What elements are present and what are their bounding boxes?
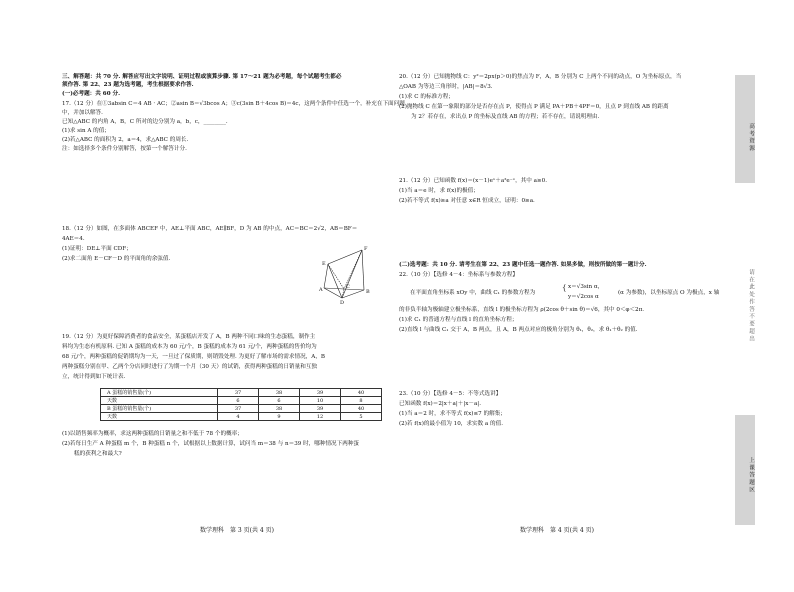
table-cell: 12 — [300, 413, 341, 421]
q19-line: 两种蛋糕分别在甲、乙两个分店同时进行了为期一个月（30 天）的试销，获得两种蛋糕的日销量和互独 — [62, 364, 318, 370]
fig-label-d: D — [340, 300, 345, 304]
q19-line: 68 元/个，两种蛋糕的促销期均为一天，一旦过了保质期，则销毁处理. 为更好了解市场的需求情况，A，B — [62, 354, 326, 360]
right-page-footer: 数学理科 第 4 页(共 4 页) — [520, 527, 594, 534]
q23-line: (1)当 a＝2 时，求不等式 f(x)≤7 的解集； — [399, 411, 506, 417]
table-cell: 38 — [259, 389, 300, 397]
table-cell: 38 — [259, 405, 300, 413]
q22-line: (1)求 C₁ 的普通方程与直线 l 的直角坐标方程； — [399, 317, 518, 323]
q21-line: (2)若不等式 f(x)≥a 对任意 x∈R 恒成立，证明：0≥a. — [399, 198, 535, 204]
sales-table — [100, 388, 382, 421]
q23-line: 已知函数 f(x)＝2|x＋a|＋|x－a|. — [399, 401, 481, 407]
binding-strip — [735, 75, 755, 525]
q17-line: 注：如选择多个条件分别解答，按第一个解答计分. — [62, 146, 187, 152]
table-cell: 天数 — [101, 413, 218, 421]
table-row — [101, 405, 382, 413]
q19-part: 糕的获利之和最大? — [74, 451, 122, 457]
q22-title: 22.（10 分）【选修 4－4：坐标系与参数方程】 — [399, 272, 518, 278]
q22-line: (α 为参数)，以坐标原点 O 为极点，x 轴 — [618, 290, 720, 296]
q18-line: (2)求二面角 E－CF－D 的平面角的余弦值. — [62, 256, 171, 262]
q17-line: 已知△ABC 的内角 A，B，C 所对的边分别为 a，b，c，________. — [62, 119, 228, 125]
q17-line: (1)求 sin A 的值； — [62, 128, 110, 134]
optional-heading: (二)选考题：共 10 分. 请考生在第 22、23 题中任选一题作答. 如果多做，则按所做的第一题计分. — [399, 262, 647, 268]
q22-line: (2)直线 l 与曲线 C₁ 交于 A，B 两点，且 A，B 两点对应的极角分别为 θ₁，θ₂，求 θ₁＋θ₂ 的值. — [399, 327, 638, 333]
table-cell: 40 — [341, 405, 382, 413]
table-cell: B 蛋糕的销售量(个) — [101, 405, 218, 413]
table-cell: 37 — [218, 389, 259, 397]
q20-line: 为 2？若存在，求出点 P 的坐标及直线 AB 的方程；若不存在，请说明理由. — [411, 114, 600, 120]
q19-line: 19.（12 分）为更好保障消费者的食品安全，某蛋糕店开发了 A，B 两种不同口味的生态蛋糕，制作主 — [62, 334, 316, 340]
q23-title: 23.（10 分）【选修 4－5：不等式选讲】 — [399, 391, 502, 397]
q20-line: 20.（12 分）已知抛物线 C：y²＝2px(p＞0)的焦点为 F，A，B 分别为 C 上两个不同的动点，O 为坐标原点，当 — [399, 74, 682, 80]
fig-label-f: F — [364, 246, 368, 252]
table-cell: 4 — [218, 413, 259, 421]
table-cell: A 蛋糕的销售量(个) — [101, 389, 218, 397]
table-row — [101, 397, 382, 405]
table-cell: 40 — [341, 389, 382, 397]
fig-label-e: E — [322, 261, 326, 267]
brace-icon: { — [562, 284, 567, 292]
q19-part: (1)以销售频率为概率，求这两种蛋糕的日销量之和不低于 78 个的概率； — [62, 431, 243, 437]
q23-line: (2)若 f(x)的最小值为 10，求实数 a 的值. — [399, 421, 503, 427]
table-cell: 39 — [300, 389, 341, 397]
table-cell: 5 — [341, 413, 382, 421]
q19-line: 料均为生态有机原料. 已知 A 蛋糕的成本为 60 元/个，B 蛋糕的成本为 61 元/个，两种蛋糕的售价均为 — [62, 344, 317, 350]
q18-line: (1)证明：DE⊥平面 CDF； — [62, 246, 132, 252]
table-cell: 37 — [218, 405, 259, 413]
table-row — [101, 389, 382, 397]
fig-label-c: C — [346, 284, 350, 290]
polyhedron-figure — [318, 244, 374, 304]
q22-line: 的非负半轴为极轴建立极坐标系，直线 l 的极坐标方程为 ρ(2cos θ＋sin θ)＝√6，其中 0＜φ＜2π. — [399, 307, 645, 313]
q21-line: 21.（12 分）已知函数 f(x)＝(x－1)eˣ＋a²e⁻ˣ，其中 a≥0. — [399, 178, 547, 184]
required-heading: (一)必考题：共 60 分. — [62, 91, 121, 97]
fig-label-b: B — [366, 289, 370, 295]
left-page-footer: 数学理科 第 3 页(共 4 页) — [200, 527, 274, 534]
q18-line: 4AE＝4. — [62, 236, 85, 242]
q22-line: 在平面直角坐标系 xOy 中，曲线 C₁ 的参数方程为 — [410, 290, 536, 296]
q17-line: (2)若△ABC 的面积为 2，a＝4，求△ABC 的周长. — [62, 137, 189, 143]
table-cell: 6 — [218, 397, 259, 405]
q21-line: (1)当 a＝e 时，求 f(x)的极值； — [399, 188, 479, 194]
q22-param-x: x＝√3sin α， — [568, 284, 604, 290]
section3-heading: 三、解答题：共 70 分. 解答应写出文字说明、证明过程或演算步骤. 第 17～21 题为必考题，每个试题考生都必 — [62, 74, 342, 80]
strip-middle-text: 请 在 此 处 作 答 不 要 超 出 — [748, 268, 754, 341]
table-cell: 10 — [300, 397, 341, 405]
section3-heading-cont: 须作答. 第 22、23 题为选考题，考生根据要求作答. — [62, 82, 194, 88]
q17-line: 17.（12 分）在①3absin C＝4 AB · AC；②asin B＝√3bcos A；③c(3sin B＋4cos B)＝4c，这两个条件中任选一个，补充在下面问题 — [62, 101, 405, 107]
q19-line: 立，统计得到如下统计表. — [62, 374, 126, 380]
table-row — [101, 413, 382, 421]
table-cell: 天数 — [101, 397, 218, 405]
table-cell: 6 — [259, 397, 300, 405]
table-cell: 8 — [341, 397, 382, 405]
q18-line: 18.（12 分）如图，在多面体 ABCEF 中，AE⊥平面 ABC，AE∥BF，D 为 AB 的中点，AC＝BC＝2√2，AB＝BF＝ — [62, 226, 358, 232]
strip-bottom-text: 上 课 答 题 区 — [748, 457, 754, 493]
fig-label-a: A — [319, 287, 323, 293]
q22-param-y: y＝√2cos α — [568, 294, 599, 300]
strip-top-text: 高 考 资 源 — [748, 123, 754, 151]
table-cell: 9 — [259, 413, 300, 421]
q20-line: (2)抛物线 C 在第一象限的部分是否存在点 P，使得点 P 满足 PA＋PB＋4PF＝0，且点 P 到直线 AB 的距离 — [399, 104, 669, 110]
q19-part: (2)若每日生产 A 种蛋糕 m 个，B 种蛋糕 n 个，试根据以上数据计算，试问当 m＝38 与 n＝39 时，哪种情况下两种蛋 — [62, 441, 360, 447]
table-cell: 39 — [300, 405, 341, 413]
q20-line: (1)求 C 的标准方程； — [399, 94, 454, 100]
q20-line: △OAB 为等边三角形时，|AB|＝8√3. — [399, 84, 493, 90]
q17-line: 中，并加以解答. — [62, 110, 103, 116]
